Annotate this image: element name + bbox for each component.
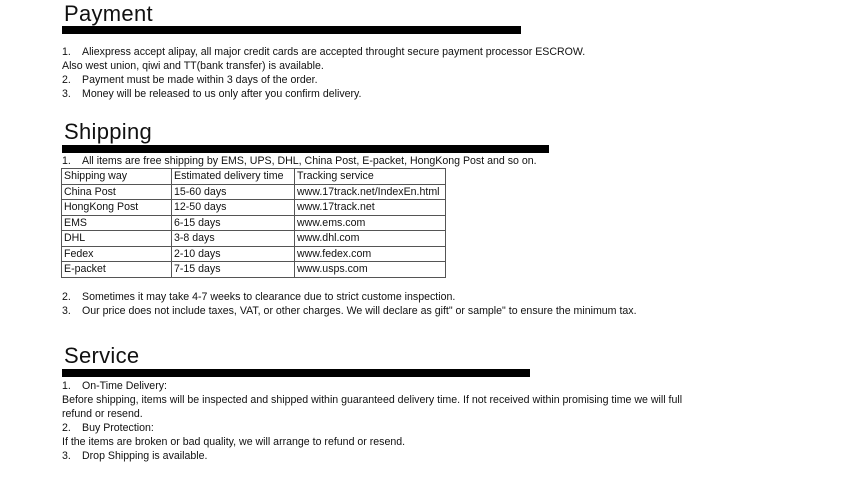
payment-divider: [62, 26, 521, 34]
shipping-way-cell: Fedex: [62, 246, 172, 262]
service-item-2-number: 2.: [62, 422, 71, 434]
service-item-3-text: Drop Shipping is available.: [82, 450, 208, 462]
shipping-item-2-number: 2.: [62, 291, 71, 303]
delivery-time-cell: 3-8 days: [172, 231, 295, 247]
delivery-time-cell: 15-60 days: [172, 184, 295, 200]
shipping-table: [61, 168, 446, 278]
payment-item-1-number: 1.: [62, 46, 71, 58]
delivery-time-cell: 7-15 days: [172, 262, 295, 278]
shipping-way-cell: EMS: [62, 215, 172, 231]
tracking-service-cell: www.17track.net/IndexEn.html: [295, 184, 446, 200]
service-item-2-detail-text: If the items are broken or bad quality, we will arrange to refund or resend.: [62, 436, 406, 448]
tracking-service-cell: www.usps.com: [295, 262, 446, 278]
table-row: [62, 246, 446, 262]
payment-item-2: [62, 74, 318, 87]
service-item-1: [62, 380, 167, 393]
service-item-3: [62, 450, 207, 463]
payment-item-3-text: Money will be released to us only after you confirm delivery.: [82, 88, 362, 100]
table-row: [62, 200, 446, 216]
shipping-item-2: [62, 291, 455, 304]
service-heading: Service: [64, 343, 140, 368]
tracking-service-cell: www.fedex.com: [295, 246, 446, 262]
payment-item-1: [62, 46, 585, 59]
table-row: [62, 215, 446, 231]
table-row: [62, 231, 446, 247]
shipping-way-cell: E-packet: [62, 262, 172, 278]
shipping-item-1: [62, 155, 537, 168]
header-tracking-service: Tracking service: [295, 169, 446, 185]
service-item-1-detail-continued-text: refund or resend.: [62, 408, 143, 420]
shipping-way-cell: HongKong Post: [62, 200, 172, 216]
service-item-2-text: Buy Protection:: [82, 422, 154, 434]
tracking-service-cell: www.dhl.com: [295, 231, 446, 247]
tracking-service-cell: www.17track.net: [295, 200, 446, 216]
service-item-2: [62, 422, 154, 435]
shipping-divider: [62, 145, 549, 153]
payment-item-2-text: Payment must be made within 3 days of the order.: [82, 74, 318, 86]
delivery-time-cell: 2-10 days: [172, 246, 295, 262]
payment-item-1-continued-text: Also west union, qiwi and TT(bank transfer) is available.: [62, 60, 324, 72]
shipping-item-1-number: 1.: [62, 155, 71, 167]
tracking-service-cell: www.ems.com: [295, 215, 446, 231]
shipping-item-1-text: All items are free shipping by EMS, UPS, DHL, China Post, E-packet, HongKong Post and so on.: [82, 155, 537, 167]
header-shipping-way: Shipping way: [62, 169, 172, 185]
service-item-1-detail-continued: [62, 408, 143, 421]
payment-heading: Payment: [64, 1, 153, 26]
shipping-way-cell: DHL: [62, 231, 172, 247]
table-row: [62, 262, 446, 278]
shipping-item-3-text: Our price does not include taxes, VAT, or other charges. We will declare as gift" or sample" to ensure the minimum tax.: [82, 305, 637, 317]
service-item-3-number: 3.: [62, 450, 71, 462]
delivery-time-cell: 12-50 days: [172, 200, 295, 216]
delivery-time-cell: 6-15 days: [172, 215, 295, 231]
header-delivery-time: Estimated delivery time: [172, 169, 295, 185]
payment-item-1-continued: [62, 60, 324, 73]
service-item-1-text: On-Time Delivery:: [82, 380, 167, 392]
service-item-2-detail: [62, 436, 405, 449]
shipping-heading: Shipping: [64, 119, 153, 144]
service-divider: [62, 369, 530, 377]
shipping-item-3-number: 3.: [62, 305, 71, 317]
payment-item-3: [62, 88, 362, 101]
service-item-1-detail: [62, 394, 682, 407]
service-item-1-detail-text: Before shipping, items will be inspected and shipped within guaranteed delivery time. If not received within promising time we will full: [62, 394, 683, 406]
payment-item-3-number: 3.: [62, 88, 71, 100]
shipping-table-header-row: [62, 169, 446, 185]
shipping-item-3: [62, 305, 637, 318]
table-row: [62, 184, 446, 200]
service-item-1-number: 1.: [62, 380, 71, 392]
shipping-way-cell: China Post: [62, 184, 172, 200]
payment-item-2-number: 2.: [62, 74, 71, 86]
shipping-item-2-text: Sometimes it may take 4-7 weeks to clearance due to strict custome inspection.: [82, 291, 456, 303]
payment-item-1-text: Aliexpress accept alipay, all major credit cards are accepted throught secure payment processor ESCROW.: [82, 46, 586, 58]
